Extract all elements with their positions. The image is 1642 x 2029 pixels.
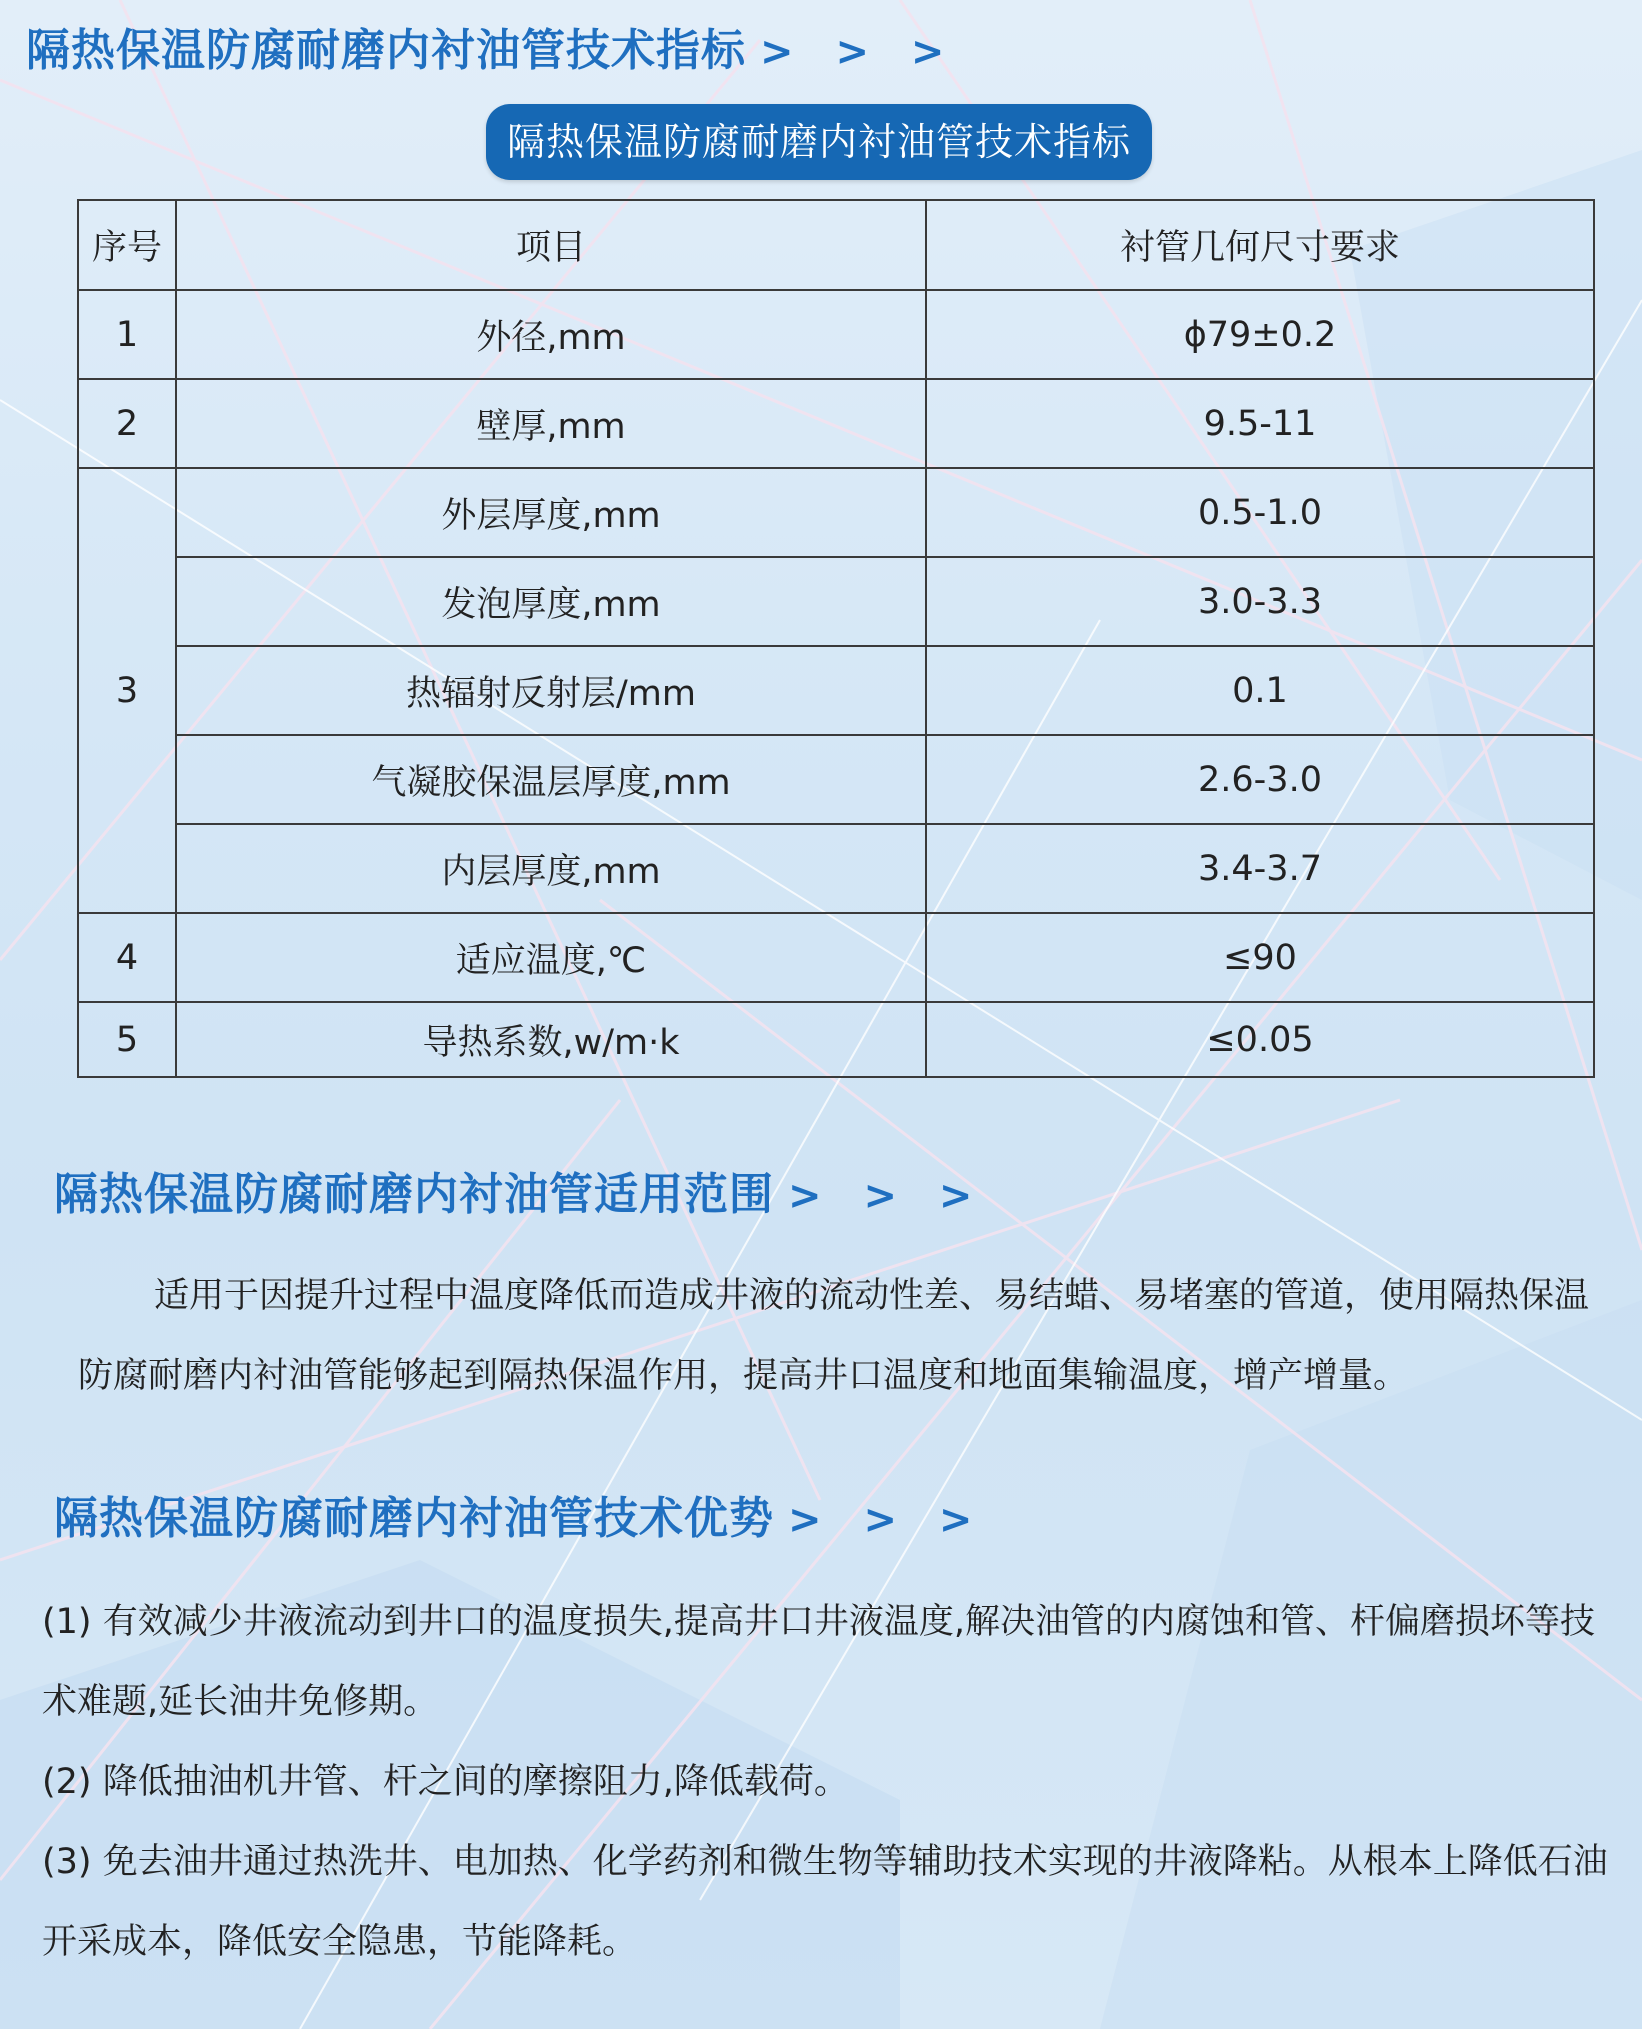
row-no: 5: [78, 1002, 176, 1077]
row-item: 导热系数,w/m·k: [176, 1002, 926, 1077]
row-no: 2: [78, 379, 176, 468]
row-no: 4: [78, 913, 176, 1002]
row-value: 0.1: [926, 646, 1594, 735]
section-title-text: 隔热保温防腐耐磨内衬油管技术优势: [54, 1493, 774, 1544]
table-row: [78, 290, 1594, 379]
table-row: [78, 468, 1594, 557]
row-item: 气凝胶保温层厚度,mm: [176, 735, 926, 824]
row-no: 1: [78, 290, 176, 379]
row-value: 3.0-3.3: [926, 557, 1594, 646]
section-title-specs: [26, 14, 958, 78]
table-row: [78, 379, 1594, 468]
spec-table: [77, 199, 1595, 1078]
title-arrows: > > >: [788, 1173, 987, 1219]
advantage-item-2: (2) 降低抽油机井管、杆之间的摩擦阻力,降低载荷。: [42, 1762, 849, 1802]
row-value: 2.6-3.0: [926, 735, 1594, 824]
row-item: 外层厚度,mm: [176, 468, 926, 557]
row-item: 发泡厚度,mm: [176, 557, 926, 646]
section-title-text: 隔热保温防腐耐磨内衬油管技术指标: [26, 25, 746, 76]
row-value: 3.4-3.7: [926, 824, 1594, 913]
row-value: ≤0.05: [926, 1002, 1594, 1077]
section-title-text: 隔热保温防腐耐磨内衬油管适用范围: [54, 1169, 774, 1220]
row-value: 9.5-11: [926, 379, 1594, 468]
row-item: 壁厚,mm: [176, 379, 926, 468]
header-no: 序号: [78, 200, 176, 290]
row-value: ≤90: [926, 913, 1594, 1002]
advantage-item-3: (3) 免去油井通过热洗井、电加热、化学药剂和微生物等辅助技术实现的井液降粘。从根本上降低石油开采成本，降低安全隐患，节能降耗。: [42, 1842, 1608, 1962]
row-item: 热辐射反射层/mm: [176, 646, 926, 735]
row-item: 外径,mm: [176, 290, 926, 379]
title-arrows: > > >: [760, 29, 959, 75]
table-caption-pill: 隔热保温防腐耐磨内衬油管技术指标: [486, 104, 1152, 180]
table-row: [78, 646, 1594, 735]
row-value: 0.5-1.0: [926, 468, 1594, 557]
row-item: 适应温度,℃: [176, 913, 926, 1002]
table-row: [78, 824, 1594, 913]
table-row: [78, 557, 1594, 646]
table-header-row: [78, 200, 1594, 290]
row-value: ϕ79±0.2: [926, 290, 1594, 379]
header-item: 项目: [176, 200, 926, 290]
row-no: 3: [78, 468, 176, 913]
table-row: [78, 1002, 1594, 1077]
section-title-advantages: [54, 1482, 986, 1546]
table-row: [78, 735, 1594, 824]
header-value: 衬管几何尺寸要求: [926, 200, 1594, 290]
row-item: 内层厚度,mm: [176, 824, 926, 913]
scope-paragraph: 适用于因提升过程中温度降低而造成井液的流动性差、易结蜡、易堵塞的管道，使用隔热保温防腐耐磨内衬油管能够起到隔热保温作用，提高井口温度和地面集输温度，增产增量。: [78, 1276, 1590, 1396]
advantage-item-1: (1) 有效减少井液流动到井口的温度损失,提高井口井液温度,解决油管的内腐蚀和管、杆偏磨损坏等技术难题,延长油井免修期。: [42, 1602, 1595, 1722]
title-arrows: > > >: [788, 1497, 987, 1543]
table-row: [78, 913, 1594, 1002]
section-title-scope: [54, 1158, 986, 1222]
